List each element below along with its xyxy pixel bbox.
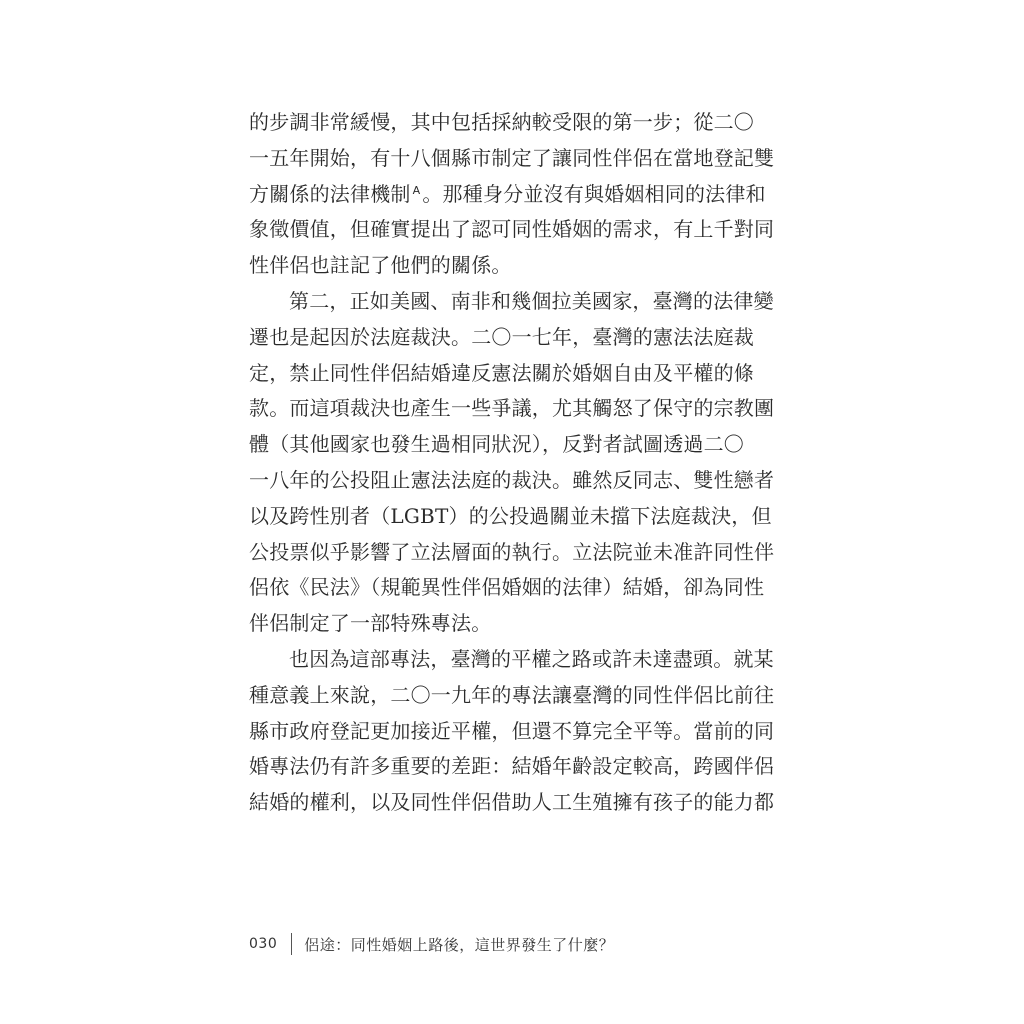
text-segment: 方關係的法律機制 [249, 181, 411, 206]
text-line: 婚專法仍有許多重要的差距：結婚年齡設定較高，跨國伴侶 [249, 754, 775, 779]
text-line: 公投票似乎影響了立法層面的執行。立法院並未准許同性伴 [249, 539, 775, 564]
text-segment: 。 [422, 181, 443, 206]
text-line: 款。而這項裁決也產生一些爭議，尤其觸怒了保守的宗教團 [249, 396, 775, 421]
text-line: 伴侶制定了一部特殊專法。 [249, 611, 492, 636]
running-title: 侶途：同性婚姻上路後，這世界發生了什麼？ [304, 935, 615, 954]
text-line: 侶依《民法》（規範異性伴侶婚姻的法律）結婚，卻為同性 [249, 575, 765, 600]
paragraph-first-line: 也因為這部專法，臺灣的平權之路或許未達盡頭。就某 [289, 646, 774, 671]
text-segment: 那種身分並沒有與婚姻相同的法律和 [442, 181, 766, 206]
text-line: 一五年開始，有十八個縣市制定了讓同性伴侶在當地登記雙 [249, 145, 775, 170]
text-line: 性伴侶也註記了他們的關係。 [249, 253, 512, 278]
footnote-marker[interactable]: A [412, 183, 421, 197]
text-line: 象徵價值，但確實提出了認可同性婚姻的需求，有上千對同 [249, 217, 775, 242]
text-line: 種意義上來說，二〇一九年的專法讓臺灣的同性伴侶比前往 [249, 682, 775, 707]
text-line: 定，禁止同性伴侶結婚違反憲法關於婚姻自由及平權的條 [249, 360, 754, 385]
text-line: 結婚的權利，以及同性伴侶借助人工生殖擁有孩子的能力都 [249, 790, 775, 815]
footer-divider [291, 933, 292, 955]
text-line: 體（其他國家也發生過相同狀況），反對者試圖透過二〇 [249, 432, 744, 457]
body-text [249, 105, 775, 821]
text-line: 遷也是起因於法庭裁決。二〇一七年，臺灣的憲法法庭裁 [249, 324, 754, 349]
page-number: 030 [249, 936, 278, 952]
text-line: 的步調非常緩慢，其中包括採納較受限的第一步；從二〇 [249, 110, 754, 134]
text-line [249, 177, 766, 213]
text-line: 以及跨性別者（LGBT）的公投過關並未擋下法庭裁決，但 [249, 503, 772, 528]
paragraph-first-line: 第二，正如美國、南非和幾個拉美國家，臺灣的法律變 [289, 288, 774, 313]
page-footer [249, 932, 614, 956]
text-line: 一八年的公投阻止憲法法庭的裁決。雖然反同志、雙性戀者 [249, 467, 775, 492]
text-line: 縣市政府登記更加接近平權，但還不算完全平等。當前的同 [249, 718, 775, 743]
